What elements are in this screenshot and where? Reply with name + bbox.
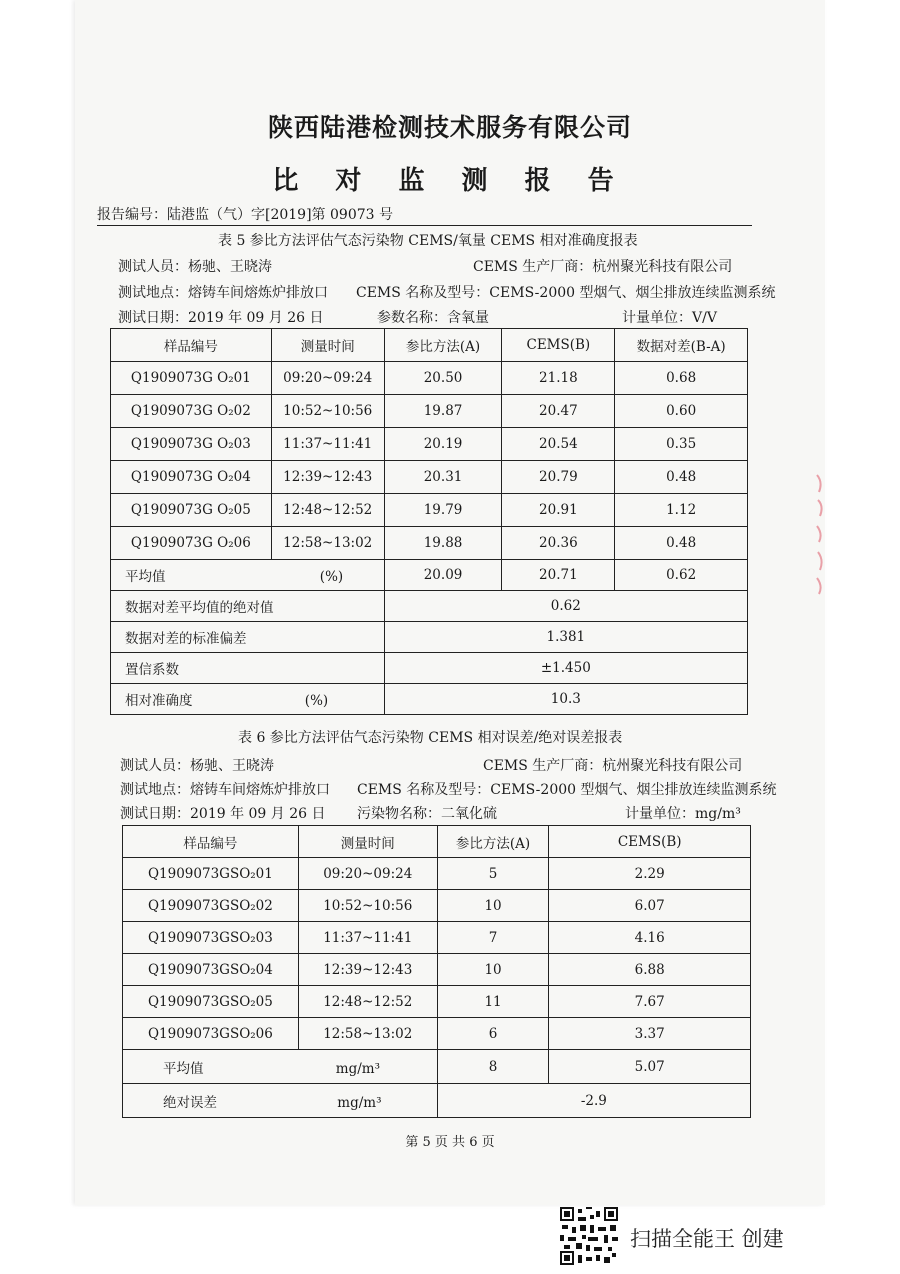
diff-cell: 0.68 — [615, 362, 748, 395]
time-cell: 09:20~09:24 — [298, 858, 437, 890]
cems-cell: 2.29 — [549, 858, 751, 890]
cems-cell: 4.16 — [549, 922, 751, 954]
cems-cell: 6.88 — [549, 954, 751, 986]
reference-cell: 20.50 — [384, 362, 502, 395]
time-cell: 12:48~12:52 — [298, 986, 437, 1018]
sample-id-cell: Q1909073GSO₂06 — [123, 1018, 299, 1050]
stat-row — [111, 591, 748, 622]
average-label: 平均值 — [163, 1060, 204, 1077]
stat-unit: (%) — [304, 693, 329, 709]
stat-label-cell — [111, 591, 385, 622]
diff-cell: 0.48 — [615, 461, 748, 494]
header-cell: 数据对差(B-A) — [615, 329, 748, 362]
sample-id-cell: Q1909073G O₂04 — [111, 461, 272, 494]
table5-date: 测试日期：2019 年 09 月 26 日 — [118, 310, 324, 326]
cems-cell: 20.54 — [502, 428, 615, 461]
stat-row — [111, 622, 748, 653]
stat-label: 置信系数 — [125, 662, 179, 678]
stat-value-cell: 1.381 — [384, 622, 747, 653]
sample-id-cell: Q1909073G O₂03 — [111, 428, 272, 461]
cems-cell: 21.18 — [502, 362, 615, 395]
table6-date: 测试日期：2019 年 09 月 26 日 — [120, 806, 326, 822]
table5-caption: 表 5 参比方法评估气态污染物 CEMS/氧量 CEMS 相对准确度报表 — [218, 233, 638, 249]
header-cell: 参比方法(A) — [384, 329, 502, 362]
absolute-error-value-cell: -2.9 — [437, 1084, 750, 1118]
stat-label-cell — [111, 622, 385, 653]
header-cell: 测量时间 — [271, 329, 384, 362]
average-cems-cell: 5.07 — [549, 1050, 751, 1084]
average-label-cell — [123, 1050, 438, 1084]
absolute-error-unit: mg/m³ — [337, 1094, 382, 1111]
report-number: 报告编号：陆港监（气）字[2019]第 09073 号 — [97, 204, 752, 226]
stat-value-cell: 10.3 — [384, 684, 747, 715]
table-row — [123, 1018, 751, 1050]
table-row — [111, 527, 748, 560]
diff-cell: 0.48 — [615, 527, 748, 560]
average-label: 平均值 — [125, 569, 166, 585]
time-cell: 11:37~11:41 — [271, 428, 384, 461]
cems-cell: 7.67 — [549, 986, 751, 1018]
time-cell: 09:20~09:24 — [271, 362, 384, 395]
cems-cell: 6.07 — [549, 890, 751, 922]
time-cell: 12:58~13:02 — [298, 1018, 437, 1050]
page-number: 第 5 页 共 6 页 — [405, 1135, 495, 1150]
cems-cell: 20.47 — [502, 395, 615, 428]
header-cell: 参比方法(A) — [437, 826, 549, 858]
sample-id-cell: Q1909073G O₂06 — [111, 527, 272, 560]
average-unit: (%) — [319, 569, 344, 585]
stat-row — [111, 653, 748, 684]
cems-cell: 20.36 — [502, 527, 615, 560]
table5-model: CEMS 名称及型号：CEMS-2000 型烟气、烟尘排放连续监测系统 — [356, 285, 776, 301]
cems-cell: 20.91 — [502, 494, 615, 527]
table-row — [111, 428, 748, 461]
time-cell: 12:39~12:43 — [298, 954, 437, 986]
time-cell: 12:39~12:43 — [271, 461, 384, 494]
watermark-text: 扫描全能王 创建 — [630, 1227, 784, 1251]
average-label-cell — [111, 560, 385, 591]
table-row — [123, 858, 751, 890]
stat-label-cell — [111, 684, 385, 715]
stat-label: 相对准确度 — [125, 693, 193, 709]
absolute-error-label-cell — [123, 1084, 438, 1118]
reference-cell: 7 — [437, 922, 549, 954]
seal-edge-mark — [815, 470, 827, 600]
table-header-row — [123, 826, 751, 858]
table-row — [111, 461, 748, 494]
table5-location: 测试地点：熔铸车间熔炼炉排放口 — [118, 285, 328, 301]
stat-label: 数据对差的标准偏差 — [125, 631, 247, 647]
table-row — [111, 494, 748, 527]
average-row — [111, 560, 748, 591]
table6-unit: 计量单位：mg/m³ — [625, 806, 741, 822]
reference-cell: 20.31 — [384, 461, 502, 494]
table6-location: 测试地点：熔铸车间熔炼炉排放口 — [120, 782, 330, 798]
table6-pollutant: 污染物名称：二氧化硫 — [357, 806, 497, 822]
time-cell: 12:58~13:02 — [271, 527, 384, 560]
header-cell: CEMS(B) — [502, 329, 615, 362]
stat-label-cell — [111, 653, 385, 684]
sample-id-cell: Q1909073G O₂02 — [111, 395, 272, 428]
stat-label: 数据对差平均值的绝对值 — [125, 600, 274, 616]
time-cell: 10:52~10:56 — [298, 890, 437, 922]
reference-cell: 5 — [437, 858, 549, 890]
average-unit: mg/m³ — [335, 1060, 381, 1077]
table6 — [122, 825, 751, 1118]
reference-cell: 10 — [437, 954, 549, 986]
time-cell: 12:48~12:52 — [271, 494, 384, 527]
table-row — [111, 362, 748, 395]
absolute-error-row — [123, 1084, 751, 1118]
qr-code-icon — [560, 1207, 618, 1265]
table-row — [123, 890, 751, 922]
reference-cell: 19.88 — [384, 527, 502, 560]
cems-cell: 3.37 — [549, 1018, 751, 1050]
diff-cell: 0.60 — [615, 395, 748, 428]
table-row — [123, 986, 751, 1018]
sample-id-cell: Q1909073GSO₂03 — [123, 922, 299, 954]
table-row — [123, 922, 751, 954]
header-cell: 测量时间 — [298, 826, 437, 858]
stat-value-cell: ±1.450 — [384, 653, 747, 684]
sample-id-cell: Q1909073GSO₂04 — [123, 954, 299, 986]
average-row — [123, 1050, 751, 1084]
reference-cell: 6 — [437, 1018, 549, 1050]
reference-cell: 19.87 — [384, 395, 502, 428]
reference-cell: 20.19 — [384, 428, 502, 461]
absolute-error-label: 绝对误差 — [163, 1094, 217, 1111]
table-row — [111, 395, 748, 428]
table6-caption: 表 6 参比方法评估气态污染物 CEMS 相对误差/绝对误差报表 — [238, 730, 623, 746]
sample-id-cell: Q1909073G O₂05 — [111, 494, 272, 527]
table6-manufacturer: CEMS 生产厂商：杭州聚光科技有限公司 — [483, 758, 743, 774]
table5-manufacturer: CEMS 生产厂商：杭州聚光科技有限公司 — [473, 259, 733, 275]
header-cell: 样品编号 — [111, 329, 272, 362]
average-reference-cell: 20.09 — [384, 560, 502, 591]
table6-model: CEMS 名称及型号：CEMS-2000 型烟气、烟尘排放连续监测系统 — [357, 782, 777, 798]
reference-cell: 11 — [437, 986, 549, 1018]
table6-tester: 测试人员：杨驰、王晓涛 — [120, 758, 274, 774]
company-name: 陕西陆港检测技术服务有限公司 — [267, 113, 632, 142]
table5-parameter: 参数名称：含氧量 — [377, 310, 489, 326]
time-cell: 11:37~11:41 — [298, 922, 437, 954]
cems-cell: 20.79 — [502, 461, 615, 494]
table5-unit: 计量单位：V/V — [622, 310, 717, 326]
diff-cell: 0.35 — [615, 428, 748, 461]
table-header-row — [111, 329, 748, 362]
sample-id-cell: Q1909073GSO₂01 — [123, 858, 299, 890]
time-cell: 10:52~10:56 — [271, 395, 384, 428]
reference-cell: 19.79 — [384, 494, 502, 527]
header-cell: 样品编号 — [123, 826, 299, 858]
sample-id-cell: Q1909073G O₂01 — [111, 362, 272, 395]
scanner-watermark — [560, 1207, 820, 1269]
stat-value-cell: 0.62 — [384, 591, 747, 622]
table5-tester: 测试人员：杨驰、王晓涛 — [118, 259, 272, 275]
stat-row — [111, 684, 748, 715]
diff-cell: 1.12 — [615, 494, 748, 527]
table-row — [123, 954, 751, 986]
average-cems-cell: 20.71 — [502, 560, 615, 591]
report-title: 比 对 监 测 报 告 — [272, 166, 628, 196]
average-reference-cell: 8 — [437, 1050, 549, 1084]
reference-cell: 10 — [437, 890, 549, 922]
average-diff-cell: 0.62 — [615, 560, 748, 591]
sample-id-cell: Q1909073GSO₂05 — [123, 986, 299, 1018]
sample-id-cell: Q1909073GSO₂02 — [123, 890, 299, 922]
table5 — [110, 328, 748, 715]
header-cell: CEMS(B) — [549, 826, 751, 858]
